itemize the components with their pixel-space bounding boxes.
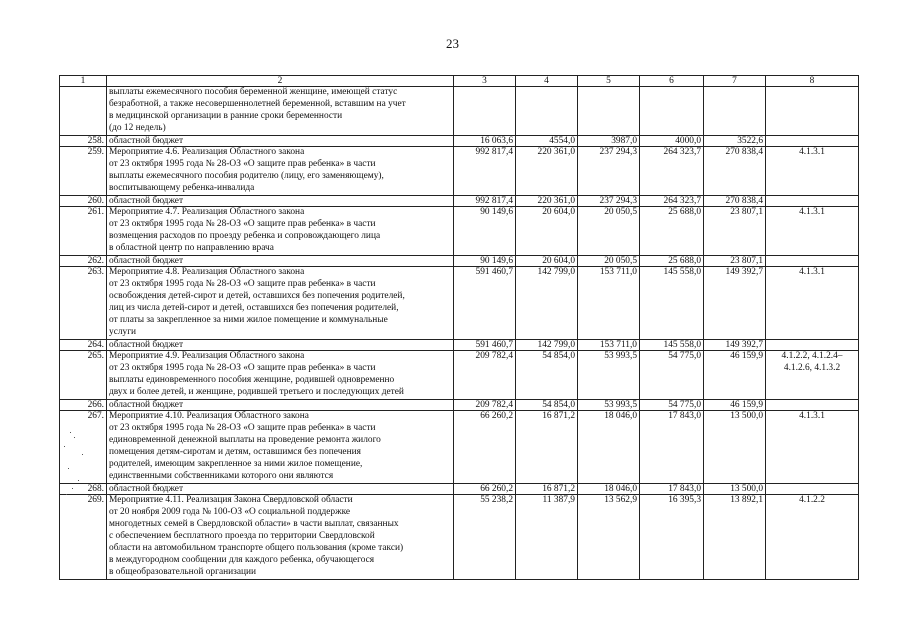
description-cell: областной бюджет [107,135,454,147]
column-header: 6 [640,76,704,87]
table-row [60,399,859,411]
year-value-cell: 20 604,0 [516,207,578,256]
year-value-cell: 4000,0 [640,135,704,147]
target-code-cell [766,483,859,495]
year-value-cell: 13 500,0 [704,411,766,483]
total-cell: 90 149,6 [454,255,516,267]
description-cell: областной бюджет [107,483,454,495]
description-cell: Мероприятие 4.6. Реализация Областного закона от 23 октября 1995 года № 28-ОЗ «О защите прав ребенка» в части выплаты ежемесячного пособия родителю (лицу, его заменяющему), воспитывающему ребенка-инвалида [107,147,454,196]
year-value-cell [578,87,640,136]
row-number-cell: 262. [60,255,107,267]
year-value-cell [516,87,578,136]
description-cell: Мероприятие 4.11. Реализация Закона Свердловской области от 20 ноября 2009 года № 100-ОЗ «О социальной поддержке многодетных семей в Свердловской области» в части выплат, связанных с обеспечением бесплатного проезда по территории Свердловской области на автомобильном транспорте общего пользования (кроме такси) в междугородном сообщении для каждого ребенка, обучающегося в общеобразовательной организации [107,495,454,579]
target-code-cell [766,135,859,147]
table-header-row [60,76,859,87]
description-cell: областной бюджет [107,399,454,411]
column-header: 4 [516,76,578,87]
row-number-cell: 260. [60,195,107,207]
description-cell: Мероприятие 4.9. Реализация Областного закона от 23 октября 1995 года № 28-ОЗ «О защите прав ребенка» в части выплаты единовременного пособия женщине, родившей одновременно двух и более детей, и женщине, родившей третьего и последующих детей [107,351,454,400]
table-row [60,87,859,136]
description-cell: выплаты ежемесячного пособия беременной женщине, имеющей статус безработной, а также несовершеннолетней беременной, вставшим на учет в медицинской организации в ранние сроки беременности (до 12 недель) [107,87,454,136]
year-value-cell: 270 838,4 [704,147,766,196]
table-row [60,495,859,579]
row-number-cell: 268. [60,483,107,495]
column-header: 7 [704,76,766,87]
year-value-cell: 237 294,3 [578,147,640,196]
year-value-cell: 53 993,5 [578,351,640,400]
year-value-cell: 264 323,7 [640,147,704,196]
row-number-cell: 263. [60,267,107,339]
year-value-cell: 18 046,0 [578,411,640,483]
total-cell: 90 149,6 [454,207,516,256]
table-row [60,147,859,196]
total-cell: 66 260,2 [454,483,516,495]
row-number-cell: 258. [60,135,107,147]
row-number-cell: 266. [60,399,107,411]
description-cell: Мероприятие 4.10. Реализация Областного закона от 23 октября 1995 года № 28-ОЗ «О защите прав ребенка» в части единовременной денежной выплаты на проведение ремонта жилого помещения детям-сиротам и детям, оставшимся без попечения родителей, имеющим закрепленное за ними жилое помещение, единственными собственниками которого они являются [107,411,454,483]
description-cell: Мероприятие 4.7. Реализация Областного закона от 23 октября 1995 года № 28-ОЗ «О защите прав ребенка» в части возмещения расходов по проезду ребенка и сопровождающего лица в областной центр по направлению врача [107,207,454,256]
year-value-cell: 53 993,5 [578,399,640,411]
target-code-cell [766,339,859,351]
year-value-cell: 3987,0 [578,135,640,147]
year-value-cell: 3522,6 [704,135,766,147]
row-number-cell: 264. [60,339,107,351]
total-cell [454,87,516,136]
table-row [60,411,859,483]
column-header: 5 [578,76,640,87]
year-value-cell: 54 854,0 [516,399,578,411]
total-cell: 992 817,4 [454,147,516,196]
year-value-cell: 54 775,0 [640,351,704,400]
total-cell: 591 460,7 [454,339,516,351]
description-cell: областной бюджет [107,339,454,351]
year-value-cell: 18 046,0 [578,483,640,495]
year-value-cell: 46 159,9 [704,399,766,411]
year-value-cell: 16 871,2 [516,483,578,495]
table-row [60,339,859,351]
year-value-cell: 17 843,0 [640,411,704,483]
year-value-cell: 17 843,0 [640,483,704,495]
target-code-cell: 4.1.3.1 [766,267,859,339]
target-code-cell [766,399,859,411]
description-cell: Мероприятие 4.8. Реализация Областного закона от 23 октября 1995 года № 28-ОЗ «О защите прав ребенка» в части освобождения детей-сирот и детей, оставшихся без попечения родителей, лиц из числа детей-сирот и детей, оставшихся без попечения родителей, от платы за закрепленное за ними жилое помещение и коммунальные услуги [107,267,454,339]
year-value-cell: 220 361,0 [516,195,578,207]
year-value-cell [640,87,704,136]
table-row [60,255,859,267]
description-cell: областной бюджет [107,255,454,267]
year-value-cell: 13 892,1 [704,495,766,579]
target-code-cell [766,195,859,207]
target-code-cell: 4.1.3.1 [766,147,859,196]
year-value-cell: 4554,0 [516,135,578,147]
column-header: 2 [107,76,454,87]
year-value-cell: 20 050,5 [578,207,640,256]
year-value-cell: 270 838,4 [704,195,766,207]
year-value-cell: 149 392,7 [704,339,766,351]
year-value-cell: 142 799,0 [516,339,578,351]
year-value-cell: 46 159,9 [704,351,766,400]
scan-artifact-marks [60,428,102,500]
year-value-cell: 153 711,0 [578,267,640,339]
year-value-cell: 54 854,0 [516,351,578,400]
target-code-cell: 4.1.2.2, 4.1.2.4– 4.1.2.6, 4.1.3.2 [766,351,859,400]
year-value-cell: 220 361,0 [516,147,578,196]
year-value-cell: 23 807,1 [704,255,766,267]
year-value-cell: 20 050,5 [578,255,640,267]
year-value-cell: 13 500,0 [704,483,766,495]
year-value-cell: 25 688,0 [640,255,704,267]
year-value-cell: 23 807,1 [704,207,766,256]
column-header: 3 [454,76,516,87]
column-header: 1 [60,76,107,87]
year-value-cell: 54 775,0 [640,399,704,411]
row-number-cell [60,87,107,136]
year-value-cell: 142 799,0 [516,267,578,339]
total-cell: 16 063,6 [454,135,516,147]
target-code-cell: 4.1.2.2 [766,495,859,579]
budget-table [59,75,859,580]
row-number-cell: 261. [60,207,107,256]
page-number: 23 [446,36,459,51]
table-row [60,207,859,256]
target-code-cell: 4.1.3.1 [766,411,859,483]
year-value-cell: 153 711,0 [578,339,640,351]
row-number-cell: 269. [60,495,107,579]
year-value-cell: 25 688,0 [640,207,704,256]
total-cell: 66 260,2 [454,411,516,483]
year-value-cell: 149 392,7 [704,267,766,339]
table-row [60,267,859,339]
year-value-cell: 13 562,9 [578,495,640,579]
target-code-cell [766,87,859,136]
target-code-cell: 4.1.3.1 [766,207,859,256]
row-number-cell: 259. [60,147,107,196]
table-row [60,351,859,400]
year-value-cell: 264 323,7 [640,195,704,207]
table-row [60,135,859,147]
year-value-cell: 20 604,0 [516,255,578,267]
year-value-cell: 16 395,3 [640,495,704,579]
year-value-cell: 237 294,3 [578,195,640,207]
total-cell: 209 782,4 [454,351,516,400]
year-value-cell: 16 871,2 [516,411,578,483]
row-number-cell: 267. [60,411,107,483]
table-row [60,483,859,495]
target-code-cell [766,255,859,267]
total-cell: 209 782,4 [454,399,516,411]
year-value-cell: 145 558,0 [640,267,704,339]
row-number-cell: 265. [60,351,107,400]
total-cell: 992 817,4 [454,195,516,207]
year-value-cell [704,87,766,136]
total-cell: 55 238,2 [454,495,516,579]
total-cell: 591 460,7 [454,267,516,339]
year-value-cell: 145 558,0 [640,339,704,351]
column-header: 8 [766,76,859,87]
description-cell: областной бюджет [107,195,454,207]
year-value-cell: 11 387,9 [516,495,578,579]
table-row [60,195,859,207]
